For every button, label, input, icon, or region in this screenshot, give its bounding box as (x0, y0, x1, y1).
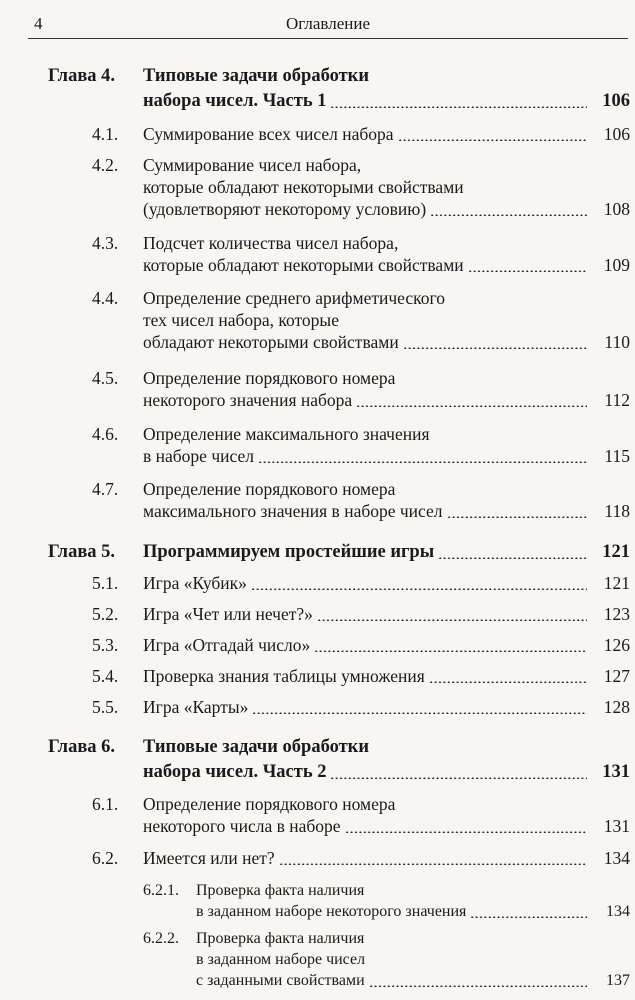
entry-title: Типовые задачи обработки (143, 66, 369, 86)
dot-leader (438, 557, 587, 559)
entry-title: Определение максимального значения (143, 424, 430, 444)
entry-number: 4.4. (92, 288, 119, 308)
entry-title: в заданном наборе некоторого значения (196, 903, 467, 920)
dot-leader (356, 405, 587, 407)
dot-leader (345, 831, 587, 833)
entry-title: Суммирование чисел набора, (143, 155, 362, 175)
dot-leader (251, 588, 587, 590)
entry-title: максимального значения в наборе чисел (143, 501, 443, 521)
page-ref: 131 (603, 816, 630, 836)
page-ref: 115 (604, 446, 630, 466)
entry-title: Имеется или нет? (143, 848, 275, 868)
page-ref: 121 (602, 542, 630, 562)
entry-title: Типовые задачи обработки (143, 737, 369, 757)
entry-number: 5.2. (92, 604, 119, 624)
entry-title: с заданными свойствами (196, 972, 365, 989)
dot-leader (258, 461, 587, 463)
dot-leader (398, 139, 587, 141)
page-ref: 106 (603, 124, 630, 144)
entry-number: 5.4. (92, 666, 119, 686)
dot-leader (470, 916, 587, 918)
entry-number: 4.3. (92, 233, 119, 253)
dot-leader (369, 985, 587, 987)
entry-title: тех чисел набора, которые (143, 310, 339, 330)
entry-number: 5.3. (92, 635, 119, 655)
entry-number: 6.2. (92, 848, 119, 868)
entry-title: в заданном наборе чисел (196, 951, 366, 968)
entry-title: которые обладают некоторыми свойствами (143, 177, 464, 197)
entry-title: некоторого числа в наборе (143, 816, 341, 836)
dot-leader (252, 712, 587, 714)
page-ref: 134 (603, 848, 630, 868)
entry-title: обладают некоторыми свойствами (143, 332, 399, 352)
entry-title: Проверка факта наличия (196, 882, 365, 899)
chapter-label: Глава 5. (48, 542, 116, 562)
dot-leader (317, 619, 587, 621)
entry-number: 4.6. (92, 424, 119, 444)
entry-number: 4.2. (92, 155, 119, 175)
entry-title: Проверка знания таблицы умножения (143, 666, 425, 686)
dot-leader (429, 681, 587, 683)
page-ref: 123 (603, 604, 630, 624)
running-title: Оглавление (286, 14, 370, 33)
entry-title: Подсчет количества чисел набора, (143, 233, 399, 253)
entry-number: 6.2.2. (143, 930, 179, 947)
entry-title: некоторого значения набора (143, 390, 353, 410)
entry-title: Определение порядкового номера (143, 794, 396, 814)
page-ref: 109 (603, 255, 630, 275)
dot-leader (330, 777, 587, 779)
dot-leader (430, 214, 587, 216)
entry-title: Программируем простейшие игры (143, 542, 435, 562)
page-number: 4 (34, 14, 43, 33)
entry-number: 5.5. (92, 697, 119, 717)
page-ref: 108 (603, 199, 630, 219)
entry-number: 4.5. (92, 368, 119, 388)
page-ref: 112 (604, 390, 630, 410)
dot-leader (403, 347, 587, 349)
page-ref: 134 (606, 903, 630, 920)
dot-leader (314, 650, 587, 652)
entry-title: Игра «Отгадай число» (143, 635, 311, 655)
page-ref: 126 (603, 635, 630, 655)
dot-leader (279, 863, 587, 865)
entry-number: 6.1. (92, 794, 119, 814)
dot-leader (330, 106, 587, 108)
entry-title: в наборе чисел (143, 446, 254, 466)
entry-title: которые обладают некоторыми свойствами (143, 255, 464, 275)
page-ref: 121 (603, 573, 630, 593)
entry-title: Определение порядкового номера (143, 479, 396, 499)
entry-number: 6.2.1. (143, 882, 179, 899)
entry-title: Определение порядкового номера (143, 368, 396, 388)
page-ref: 137 (606, 972, 630, 989)
entry-title: набора чисел. Часть 1 (143, 91, 327, 111)
page-ref: 128 (603, 697, 630, 717)
chapter-label: Глава 6. (48, 737, 116, 757)
entry-number: 5.1. (92, 573, 119, 593)
dot-leader (447, 516, 587, 518)
page-ref: 131 (602, 762, 630, 782)
chapter-label: Глава 4. (48, 66, 116, 86)
page-ref: 106 (602, 91, 630, 111)
entry-title: Суммирование всех чисел набора (143, 124, 394, 144)
entry-title: Игра «Карты» (143, 697, 249, 717)
page-ref: 110 (604, 332, 630, 352)
page-ref: 127 (603, 666, 630, 686)
entry-title: Игра «Чет или нечет?» (143, 604, 313, 624)
entry-title: Игра «Кубик» (143, 573, 247, 593)
entry-number: 4.1. (92, 124, 119, 144)
dot-leader (468, 270, 587, 272)
entry-title: Определение среднего арифметического (143, 288, 445, 308)
entry-number: 4.7. (92, 479, 119, 499)
entry-title: (удовлетворяют некоторому условию) (143, 199, 427, 219)
entry-title: набора чисел. Часть 2 (143, 762, 327, 782)
page-ref: 118 (604, 501, 630, 521)
entry-title: Проверка факта наличия (196, 930, 365, 947)
